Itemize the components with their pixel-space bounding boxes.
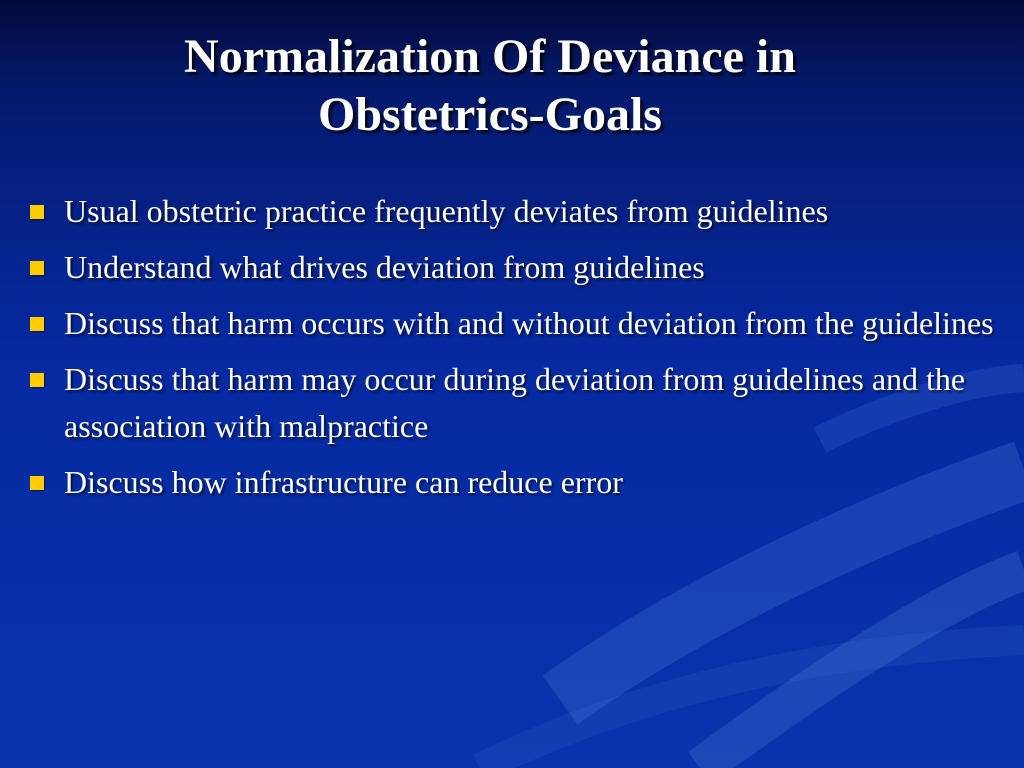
yellow-square-bullet-icon — [30, 476, 44, 490]
bullet-item — [24, 244, 994, 291]
slide-title — [60, 28, 920, 144]
bullet-list — [24, 188, 994, 515]
yellow-square-bullet-icon — [30, 373, 44, 387]
slide-title-line-1: Normalization Of Deviance in — [184, 30, 796, 83]
bullet-text: Understand what drives deviation from guidelines — [64, 249, 705, 285]
yellow-square-bullet-icon — [30, 261, 44, 275]
bullet-text: Usual obstetric practice frequently deviates from guidelines — [64, 193, 829, 229]
bullet-text: Discuss that harm may occur during deviation from guidelines and the association with malpractice — [64, 361, 966, 444]
slide-title-line-2: Obstetrics-Goals — [318, 88, 662, 141]
bullet-item — [24, 356, 994, 450]
bullet-text: Discuss how infrastructure can reduce error — [64, 464, 623, 500]
bullet-text: Discuss that harm occurs with and without deviation from the guidelines — [64, 305, 994, 341]
bullet-item — [24, 188, 994, 235]
bullet-item — [24, 300, 994, 347]
yellow-square-bullet-icon — [30, 205, 44, 219]
yellow-square-bullet-icon — [30, 317, 44, 331]
bullet-item — [24, 459, 994, 506]
